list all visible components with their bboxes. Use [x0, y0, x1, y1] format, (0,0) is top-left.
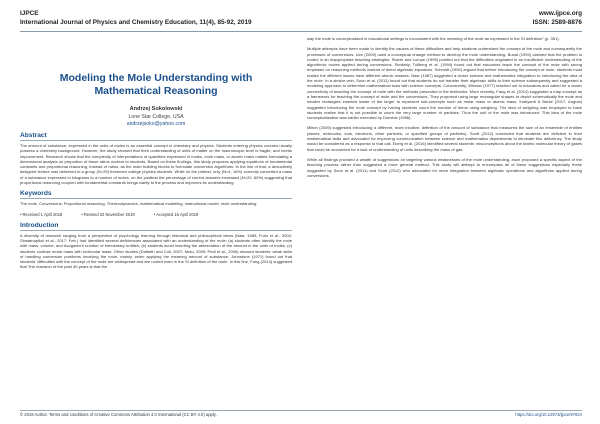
journal-short-name: IJPCE [20, 10, 39, 17]
page-header [20, 10, 582, 32]
doi-link[interactable]: https://doi.org/10.12973/ijpce/97824 [515, 412, 582, 417]
journal-meta [533, 10, 582, 27]
keywords-divider [20, 198, 292, 199]
abstract-text: The amount of substance, expressed in the units of moles is an essential concept in chemistry and physics. Students entering physics courses usually possess a chemistry background. However, the study showed that their understanding of units of matter on the macroscopic level is fragile, and needs improvement. Research shows that the complexity of interpretations of quantities expressed in moles, mole mass, or atomic mass makes formulating a dimensional analysis on proportion of these ratios unclear to students. Based on these findings, this study proposes applying equations of fundamental constants and proportional reasoning, instead of ratios, as the main building blocks to formulate conversion algorithms. In the line of that, a deductively designed lecture was delivered to a group (N=25) freshmen college physics students. While on the pretest, only (N=4, 16%) correctly converted a mass of a substance expressed in kilograms to a number of moles, on the posttest the percentage of correct answers increased (N=20, 80%) suggesting that proportional reasoning coupled with fundamental constants brings clarity to the process and improves its understanding. [20, 143, 292, 186]
page-footer [20, 412, 582, 420]
author-affiliation: Lone Star College, USA [128, 114, 184, 120]
journal-issn: ISSN: 2589-8876 [532, 18, 582, 26]
footer-divider [20, 410, 582, 411]
abstract-divider [20, 140, 292, 141]
introduction-divider [20, 230, 292, 231]
journal-website: www.ijpce.org [538, 10, 582, 17]
body-paragraph-3: Milton (2009) suggested introducing a different, more intuitive, definition of the amount of substance that measured the size of an ensemble of entities (atoms, molecules, ions, electrons, other particles, or specified groups of particles). Scott (2012) concluded that students are deficient in their mathematical skills and advocated for improving communication between science and mathematics departments to eliminate this deficiency. The study would be considered as a response to that call. Ekerg et al. (2016) identified several students' misconceptions about the kinetic molecular theory of gases that could be accounted for a lack of understanding of units describing the mass of gas. [307, 125, 582, 152]
body-paragraph-2: Multiple attempts have been made to identify the causes of these difficulties and help students understand the concept of the mole and consequently the processes of conversions. Uce (2009) used a conceptual change method to develop the mole understanding. Bucat (1994) claimed that the problem is rooted in an inappropriate teaching strategies. Staver and Lumpe (1995) pointed out that the difficulties originated in an insufficient understanding of the algorithmic routes applied during conversions. Similarly, Tullberg et al. (1994) found out that educators teach the concept of the mole with strong emphasis on reasoning methods instead of direct algebraic equations. Schmidt (1990) argued that before introducing the concept of mole, students must realize the different issues have different atomic masses. Nasr (1987) suggested a closer science and mathematics integration to introducing the idea of the mole. In a similar vein, Soon et al. (2011) found out that students do not transfer their algebraic skills to their science subsequently and suggested a modeling approach to determine mathematical tools with science concepts. Concurrently, Whelan (1977) reached out to educators and called for a closer connectivity of teaching the concept of mole with the methods presented in the textbooks. More recently, Fang et al. (2014) suggested a map concept as a framework for teaching the concept of mole and the conversions. They proposed using large rectangular shapes to depict schematically the mole and smaller rectangles inserted inside of the larger to represent sub-concepts such as molar mass or atomic mass. Indriyanti & Barke (2017, August) suggested introducing the mole concept by having students count the number of items using weighing. The idea of weighing was employed to have students realize that it is not possible to count the very large number of particles. Thus the unit of the mole was introduced. This idea of the mole conceptualization was earlier executed by Dominic (1996). [307, 46, 582, 121]
introduction-text: A diversity of research ranging from a perspective of psychology learning through historical and philosophical views (Nasr, 1989; Furio et al., 2002; Sirwatnapikul et al., 2017; Feb.) had identified several deficiencies associated with an understanding of the mole; (a) students often identify the mole with mass, volume, and Avogadro's number of elementary entities; (b) students avoid inserting the abbreviation of the amount in the units of moles, (c) students confuse molar mass with molecular mass. Other studies (Dalbeth and Coll, 2007; Mutu, 2009; Pedi et al., 2006) showed students' weak skills of handling conversion problems involving the mole, mainly, when applying the meaning amount of substance. Johnstone (1971) found out that students' difficulties with the concept of the mole are widespread and are rooted even in the SI definition of the mole. In this line, Fang (2014) suggested that "the research of the past 40 years is that the [20, 232, 292, 270]
body-paragraph-4: While all findings provided a wealth of suggestions on targeting various weaknesses of the mole understanding, each proposed a specific aspect of the teaching process rather than suggested a more general method. This study will attempt to encompass all of these suggestions especially these suggested by Soon et al. (2011) and Scott (2012) who advocated for more integration between algebraic operations and algorithms applied during conversions. [307, 156, 582, 178]
keywords-text: The mole, Conversions, Proportional reasoning, Thermodynamics, mathematical modelling, instructional model, mole understanding [20, 201, 257, 207]
introduction-heading: Introduction [20, 221, 59, 229]
keywords-heading: Keywords [20, 190, 52, 198]
author-name: Andrzej Sokolowski [129, 106, 183, 112]
accepted-date: •Accepted 15 April 2019 [153, 211, 199, 217]
author-email: andrzejsoko@yahoo.com [126, 121, 186, 127]
journal-info [20, 10, 252, 27]
abstract-heading: Abstract [20, 132, 47, 139]
article-title: Modeling the Mole Understanding with Mathematical Reasoning [59, 72, 253, 97]
left-column [20, 36, 292, 270]
revised-date: •Revised 22 November 2018 [81, 211, 135, 217]
article-dates [20, 212, 292, 217]
received-date: •Received 1 April 2018 [20, 211, 63, 217]
journal-citation: International Journal of Physics and Chemistry Education, 11(4), 85-92, 2019 [20, 18, 252, 26]
right-column [307, 36, 582, 178]
header-divider [20, 31, 582, 32]
body-paragraph-1: way the mole is conceptualized in educational settings is inconsistent with the meaning of the mole as expressed in the SI definition" (p. 351). [307, 36, 560, 41]
copyright-notice: © 2019 Author. Terms and conditions of Creative Commons Attribution 4.0 International (CC BY 4.0) apply. [20, 412, 217, 417]
